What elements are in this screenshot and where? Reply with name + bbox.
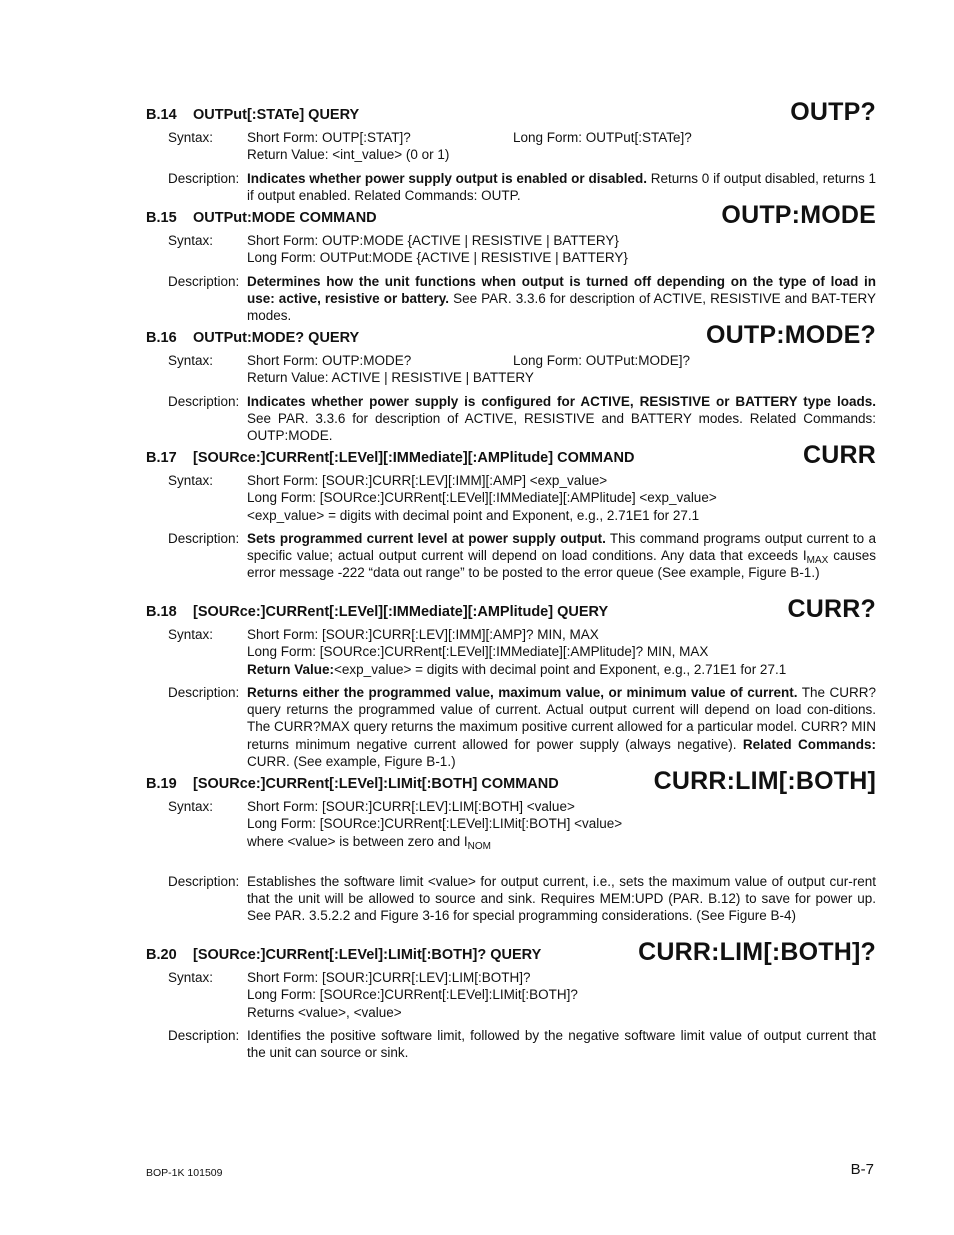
description-block xyxy=(146,530,876,582)
syntax-block xyxy=(146,232,876,267)
short-form: Short Form: [SOUR:]CURR[:LEV]:LIM[:BOTH]? xyxy=(247,970,531,985)
section-number: B.14 xyxy=(146,107,177,123)
command-mnemonic: CURR xyxy=(802,441,876,469)
syntax-label: Syntax: xyxy=(168,970,214,985)
section-number: B.19 xyxy=(146,776,177,792)
long-form: Long Form: [SOURce:]CURRent[:LEVel][:IMMediate][:AMPlitude] <exp_value> xyxy=(247,490,717,506)
syntax-block xyxy=(146,352,876,387)
description-block xyxy=(146,1027,876,1062)
section-title: [SOURce:]CURRent[:LEVel]:LIMit[:BOTH]? QUERY xyxy=(193,947,542,963)
syntax-label: Syntax: xyxy=(168,799,214,814)
section-header xyxy=(146,938,876,966)
description-label: Description: xyxy=(168,273,240,289)
description-text: See PAR. 3.3.6 for description of ACTIVE, RESISTIVE and BAT-TERY modes. xyxy=(247,290,876,324)
footer-doc-id: BOP-1K 101509 xyxy=(146,1167,223,1179)
section-b16 xyxy=(146,321,876,444)
short-form: Short Form: [SOUR:]CURR[:LEV][:IMM][:AMP]? MIN, MAX xyxy=(247,627,599,642)
description-label: Description: xyxy=(168,873,240,889)
subscript-max: MAX xyxy=(806,555,829,567)
description-label: Description: xyxy=(168,684,240,700)
description-text: Identifies the positive software limit, followed by the negative software limit value of output current that the unit can source or sink. xyxy=(247,1027,876,1061)
return-value xyxy=(247,661,876,678)
short-form: Short Form: OUTP[:STAT]? xyxy=(247,130,411,145)
description-text: This command programs output current to a specific value; actual output current will depend on load conditions. Any data that exceeds I xyxy=(247,530,876,564)
value-range xyxy=(247,833,876,850)
long-form: Long Form: OUTPut[:STATe]? xyxy=(513,130,692,145)
long-form: Long Form: OUTPut:MODE {ACTIVE | RESISTIVE | BATTERY} xyxy=(247,250,628,266)
short-form: Short Form: [SOUR:]CURR[:LEV]:LIM[:BOTH] <value> xyxy=(247,799,575,814)
long-form: Long Form: [SOURce:]CURRent[:LEVel]:LIMit[:BOTH]? xyxy=(247,987,578,1003)
command-mnemonic: OUTP? xyxy=(790,98,876,126)
section-number: B.20 xyxy=(146,947,177,963)
command-mnemonic: CURR:LIM[:BOTH] xyxy=(653,767,876,795)
description-bold: Returns either the programmed value, maximum value, or minimum value of current. xyxy=(247,684,798,700)
section-title: OUTPut[:STATe] QUERY xyxy=(193,107,360,123)
related-commands-text: CURR. (See example, Figure B-1.) xyxy=(247,754,456,770)
section-number: B.15 xyxy=(146,210,177,226)
section-title: [SOURce:]CURRent[:LEVel][:IMMediate][:AMPlitude] COMMAND xyxy=(193,450,635,466)
short-form: Short Form: OUTP:MODE? xyxy=(247,353,412,368)
subscript-nom: NOM xyxy=(467,840,491,852)
return-value: Returns <value>, <value> xyxy=(247,1004,402,1020)
description-block xyxy=(146,170,876,205)
command-mnemonic: OUTP:MODE? xyxy=(705,321,876,349)
syntax-block xyxy=(146,129,876,164)
related-commands-label: Related Commands: xyxy=(742,736,876,752)
description-block xyxy=(146,273,876,325)
return-value: Return Value: <int_value> (0 or 1) xyxy=(247,147,450,163)
syntax-label: Syntax: xyxy=(168,473,214,488)
footer-page-number: B-7 xyxy=(850,1161,874,1178)
description-label: Description: xyxy=(168,170,240,186)
command-mnemonic: CURR? xyxy=(787,595,876,623)
description-bold: Indicates whether power supply output is enabled or disabled. xyxy=(247,170,647,186)
section-title: OUTPut:MODE COMMAND xyxy=(193,210,377,226)
return-value-text: <exp_value> = digits with decimal point and Exponent, e.g., 2.71E1 for 27.1 xyxy=(334,661,787,677)
description-bold: Indicates whether power supply is configured for ACTIVE, RESISTIVE or BATTERY type loads. xyxy=(247,393,876,409)
section-header xyxy=(146,321,876,349)
section-title: [SOURce:]CURRent[:LEVel][:IMMediate][:AMPlitude] QUERY xyxy=(193,604,609,620)
section-b20 xyxy=(146,938,876,1061)
section-b14 xyxy=(146,98,877,204)
description-label: Description: xyxy=(168,530,240,546)
syntax-label: Syntax: xyxy=(168,130,214,145)
syntax-block xyxy=(146,472,876,524)
syntax-block xyxy=(146,626,876,678)
section-number: B.16 xyxy=(146,330,177,346)
syntax-label: Syntax: xyxy=(168,353,214,368)
section-header xyxy=(146,201,876,229)
description-text: The CURR? query returns the programmed value of current. Actual output current will depend on load con-ditions. The CURR?MAX query returns the maximum positive current allowed for a particular model. CURR? MIN returns minimum negative current allowed for power supply (always negative). xyxy=(247,684,876,752)
section-b15 xyxy=(146,201,876,324)
return-value: Return Value: ACTIVE | RESISTIVE | BATTERY xyxy=(247,370,534,386)
value-range-text: where <value> is between zero and I xyxy=(247,833,468,849)
section-b18 xyxy=(146,595,876,770)
long-form: Long Form: [SOURce:]CURRent[:LEVel]:LIMit[:BOTH] <value> xyxy=(247,816,623,832)
section-title: [SOURce:]CURRent[:LEVel]:LIMit[:BOTH] COMMAND xyxy=(193,776,559,792)
section-number: B.18 xyxy=(146,604,177,620)
section-b17 xyxy=(146,441,877,582)
section-header xyxy=(146,98,876,126)
section-header xyxy=(146,441,876,469)
long-form: Long Form: [SOURce:]CURRent[:LEVel][:IMMediate][:AMPlitude]? MIN, MAX xyxy=(247,644,709,660)
description-label: Description: xyxy=(168,1027,240,1043)
short-form: Short Form: OUTP:MODE {ACTIVE | RESISTIVE | BATTERY} xyxy=(247,233,619,248)
syntax-label: Syntax: xyxy=(168,233,214,248)
return-value-label: Return Value: xyxy=(247,661,335,677)
section-header xyxy=(146,767,876,795)
command-mnemonic: CURR:LIM[:BOTH]? xyxy=(638,938,876,966)
command-mnemonic: OUTP:MODE xyxy=(721,201,876,229)
long-form: Long Form: OUTPut:MODE]? xyxy=(513,353,691,368)
syntax-label: Syntax: xyxy=(168,627,214,642)
description-block xyxy=(146,684,876,770)
description-bold: Determines how the unit functions when output is turned off depending on the type of load in use: active, resistive or battery. xyxy=(247,273,876,306)
short-form: Short Form: [SOUR:]CURR[:LEV][:IMM][:AMP] <exp_value> xyxy=(247,473,608,488)
value-format: <exp_value> = digits with decimal point and Exponent, e.g., 2.71E1 for 27.1 xyxy=(247,507,700,523)
description-block xyxy=(146,393,876,445)
description-bold: Sets programmed current level at power supply output. xyxy=(247,530,606,546)
section-number: B.17 xyxy=(146,450,177,466)
description-label: Description: xyxy=(168,393,240,409)
description-text: See PAR. 3.3.6 for description of ACTIVE, RESISTIVE and BATTERY modes. Related Commands: OUTP:MODE. xyxy=(247,410,876,444)
description-text-cont: causes error message -222 “data out range” to be posted to the error queue (See example, Figure B-1.) xyxy=(247,548,877,581)
section-b19 xyxy=(146,767,876,925)
description-text: Returns 0 if output disabled, returns 1 if output enabled. Related Commands: OUTP. xyxy=(247,170,877,203)
section-title: OUTPut:MODE? QUERY xyxy=(193,330,360,346)
description-text: Establishes the software limit <value> for output current, i.e., sets the maximum value of output cur-rent that the unit will be allowed to source and sink. Requires MEM:UPD (PAR. B.12) to save for power up. See PAR. 3.5.2.2 and Figure 3-16 for special programming considerations. (See Figure B-4) xyxy=(247,873,876,924)
syntax-block xyxy=(146,969,876,1021)
section-header xyxy=(146,595,876,623)
description-block xyxy=(146,873,876,925)
syntax-block xyxy=(146,798,876,850)
